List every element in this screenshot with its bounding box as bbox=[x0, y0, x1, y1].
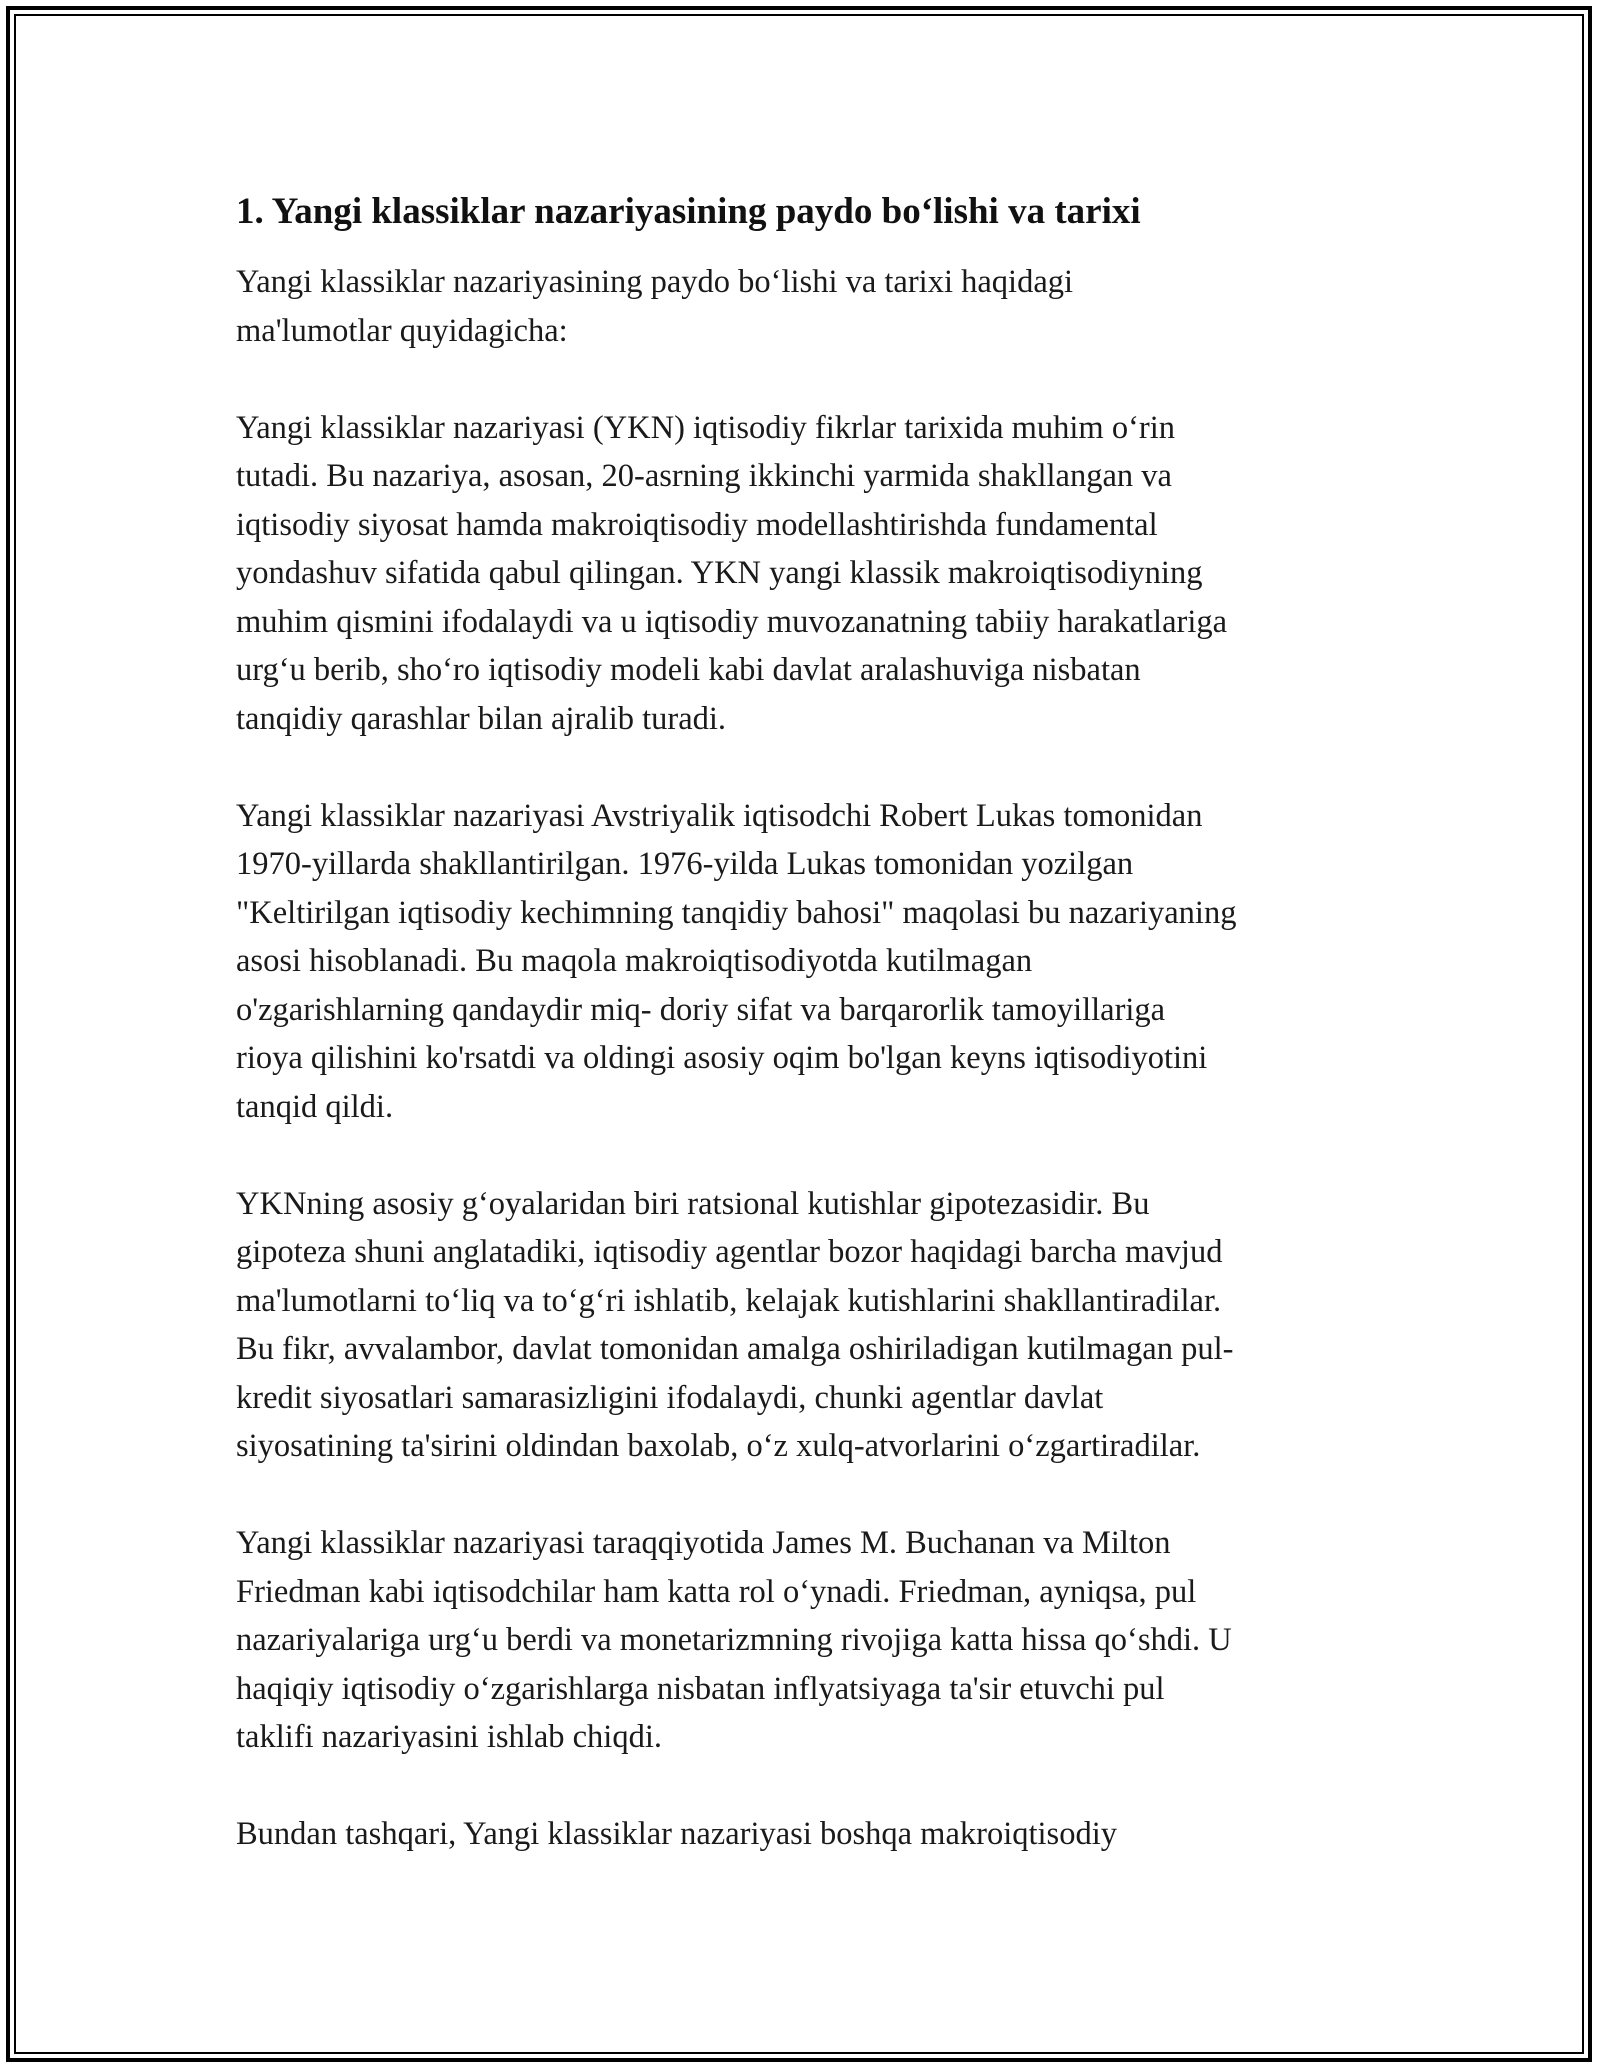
paragraph-lucas: Yangi klassiklar nazariyasi Avstriyalik iqtisodchi Robert Lukas tomonidan 1970-yillarda shakllantirilgan. 1976-yilda Lukas tomonidan yozilgan "Keltirilgan iqtisodiy kechimning tanqidiy bahosi" maqolasi bu nazariyaning asosi hisoblanadi. Bu maqola makroiqtisodiyotda kutilmagan o'zgarishlarning qandaydir miq- doriy sifat va barqarorlik tamoyillariga rioya qilishini ko'rsatdi va oldingi asosiy oqim bo'lgan keyns iqtisodiyotini tanqid qildi. bbox=[236, 797, 1237, 1125]
paragraph-rational-expectations: YKNning asosiy g‘oyalaridan biri ratsional kutishlar gipotezasidir. Bu gipoteza shuni anglatadiki, iqtisodiy agentlar bozor haqidagi barcha mavjud ma'lumotlarni to‘liq va to‘g‘ri ishlatib, kelajak kutishlarini shakllantiradilar. Bu fikr, avvalambor, davlat tomonidan amalga oshiriladigan kutilmagan pul- kredit siyosatlari samarasizligini ifodalaydi, chunki agentlar davlat siyosatining ta'sirini oldindan baxolab, o‘z xulq-atvorlarini o‘zgartiradilar. bbox=[236, 1185, 1234, 1464]
paragraph-buchanan-friedman: Yangi klassiklar nazariyasi taraqqiyotida James M. Buchanan va Milton Friedman kabi iqtisodchilar ham katta rol o‘ynadi. Friedman, ayniqsa, pul nazariyalariga urg‘u berdi va monetarizmning rivojiga katta hissa qo‘shdi. U haqiqiy iqtisodiy o‘zgarishlarga nisbatan inflyatsiyaga ta'sir etuvchi pul taklifi nazariyasini ishlab chiqdi. bbox=[236, 1525, 1232, 1755]
paragraph-continuation: Bundan tashqari, Yangi klassiklar nazariyasi boshqa makroiqtisodiy bbox=[236, 1816, 1117, 1852]
section-heading: 1. Yangi klassiklar nazariyasining paydo bo‘lishi va tarixi bbox=[236, 191, 1141, 232]
paragraph-ykn-overview: Yangi klassiklar nazariyasi (YKN) iqtisodiy fikrlar tarixida muhim o‘rin tutadi. Bu nazariya, asosan, 20-asrning ikkinchi yarmida shakllangan va iqtisodiy siyosat hamda makroiqtisodiy modellashtirishda fundamental yondashuv sifatida qabul qilingan. YKN yangi klassik makroiqtisodiyning muhim qismini ifodalaydi va u iqtisodiy muvozanatning tabiiy harakatlariga urg‘u berib, sho‘ro iqtisodiy modeli kabi davlat aralashuviga nisbatan tanqidiy qarashlar bilan ajralib turadi. bbox=[236, 409, 1228, 737]
document-body bbox=[236, 188, 1366, 1907]
paragraph-intro: Yangi klassiklar nazariyasining paydo bo‘lishi va tarixi haqidagi ma'lumotlar quyidagicha: bbox=[236, 264, 1074, 349]
